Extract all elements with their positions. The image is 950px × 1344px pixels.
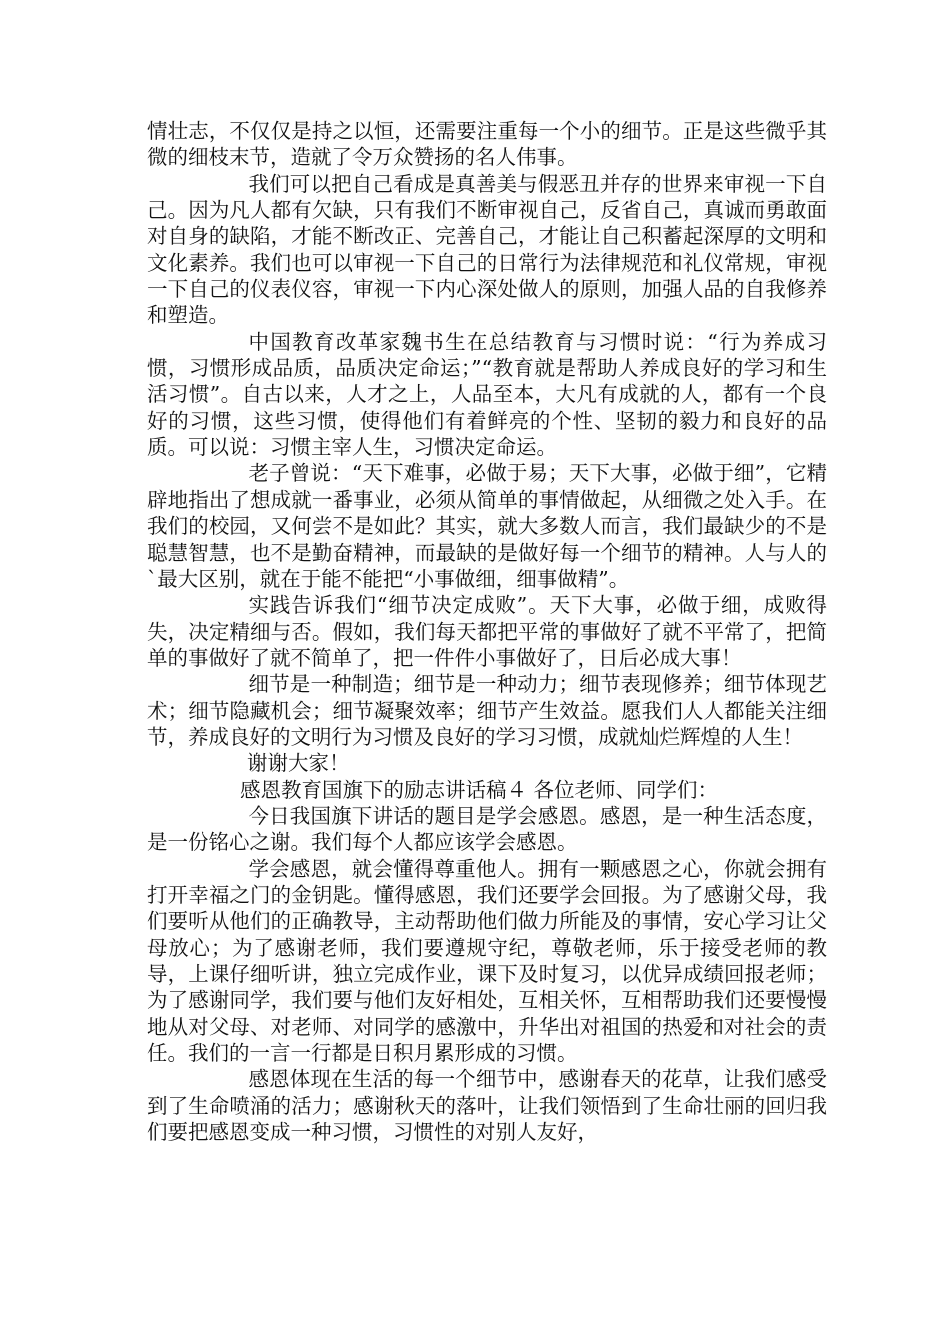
paragraph-details-decide-success: 实践告诉我们“细节决定成败”。天下大事，必做于细，成败得失，决定精细与否。假如，我们每天都把平常的事做好了就不平常了，把简单的事做好了就不简单了，把一件件小事做好了，日后必成大事！: [147, 593, 827, 670]
paragraph-details-summary: 细节是一种制造；细节是一种动力；细节表现修养；细节体现艺术；细节隐藏机会；细节凝聚效率；细节产生效益。愿我们人人都能关注细节，养成良好的文明行为习惯及良好的学习习惯，成就灿烂辉煌的人生！: [147, 672, 827, 749]
paragraph-wei-shusheng-quote: 中国教育改革家魏书生在总结教育与习惯时说：“行为养成习惯，习惯形成品质，品质决定命运；”“教育就是帮助人养成良好的学习和生活习惯”。自古以来，人才之上，人品至本，大凡有成就的人，都有一个良好的习惯，这些习惯，使得他们有着鲜亮的个性、坚韧的毅力和良好的品质。可以说：习惯主宰人生，习惯决定命运。: [147, 329, 827, 460]
speech-heading: 感恩教育国旗下的励志讲话稿４ 各位老师、同学们：: [240, 777, 719, 802]
paragraph-thanks: 谢谢大家！: [247, 751, 350, 776]
paragraph-gratitude-in-life: 感恩体现在生活的每一个细节中，感谢春天的花草，让我们感受到了生命喷涌的活力；感谢秋天的落叶，让我们领悟到了生命壮丽的回归我们要把感恩变成一种习惯，习惯性的对别人友好，: [147, 1067, 827, 1145]
paragraph-respect-others: 学会感恩，就会懂得尊重他人。拥有一颗感恩之心，你就会拥有打开幸福之门的金钥匙。懂得感恩，我们还要学会回报。为了感谢父母，我们要听从他们的正确教导，主动帮助他们做力所能及的事情，安心学习让父母放心；为了感谢老师，我们要遵规守纪，尊敬老师，乐于接受老师的教导，上课仔细听讲，独立完成作业，课下及时复习，以优异成绩回报老师；为了感谢同学，我们要与他们友好相处，互相关怀，互相帮助我们还要慢慢地从对父母、对老师、对同学的感激中，升华出对祖国的热爱和对社会的责任。我们的一言一行都是日积月累形成的习惯。: [147, 856, 827, 1066]
paragraph-laozi-quote: 老子曾说：“天下难事，必做于易；天下大事，必做于细”，它精辟地指出了想成就一番事业，必须从简单的事情做起，从细微之处入手。在我们的校园，又何尝不是如此？其实，就大多数人而言，我们最缺少的不是聪慧智慧，也不是勤奋精神，而最缺的是做好每一个细节的精神。人与人的`最大区别，就在于能不能把“小事做细，细事做精”。: [147, 461, 827, 591]
paragraph-continuation: 情壮志，不仅仅是持之以恒，还需要注重每一个小的细节。正是这些微乎其微的细枝末节，造就了令万众赞扬的名人伟事。: [147, 119, 827, 170]
paragraph-self-reflection: 我们可以把自己看成是真善美与假恶丑并存的世界来审视一下自己。因为凡人都有欠缺，只有我们不断审视自己，反省自己，真诚而勇敢面对自身的缺陷，才能不断改正、完善自己，才能让自己积蓄起深厚的文明和文化素养。我们也可以审视一下自己的日常行为法律规范和礼仪常规，审视一下自己的仪表仪容，审视一下内心深处做人的原则，加强人品的自我修养和塑造。: [147, 171, 827, 328]
paragraph-learn-gratitude: 今日我国旗下讲话的题目是学会感恩。感恩，是一种生活态度，是一份铭心之谢。我们每个人都应该学会感恩。: [147, 803, 827, 855]
document-body: [147, 118, 827, 1145]
